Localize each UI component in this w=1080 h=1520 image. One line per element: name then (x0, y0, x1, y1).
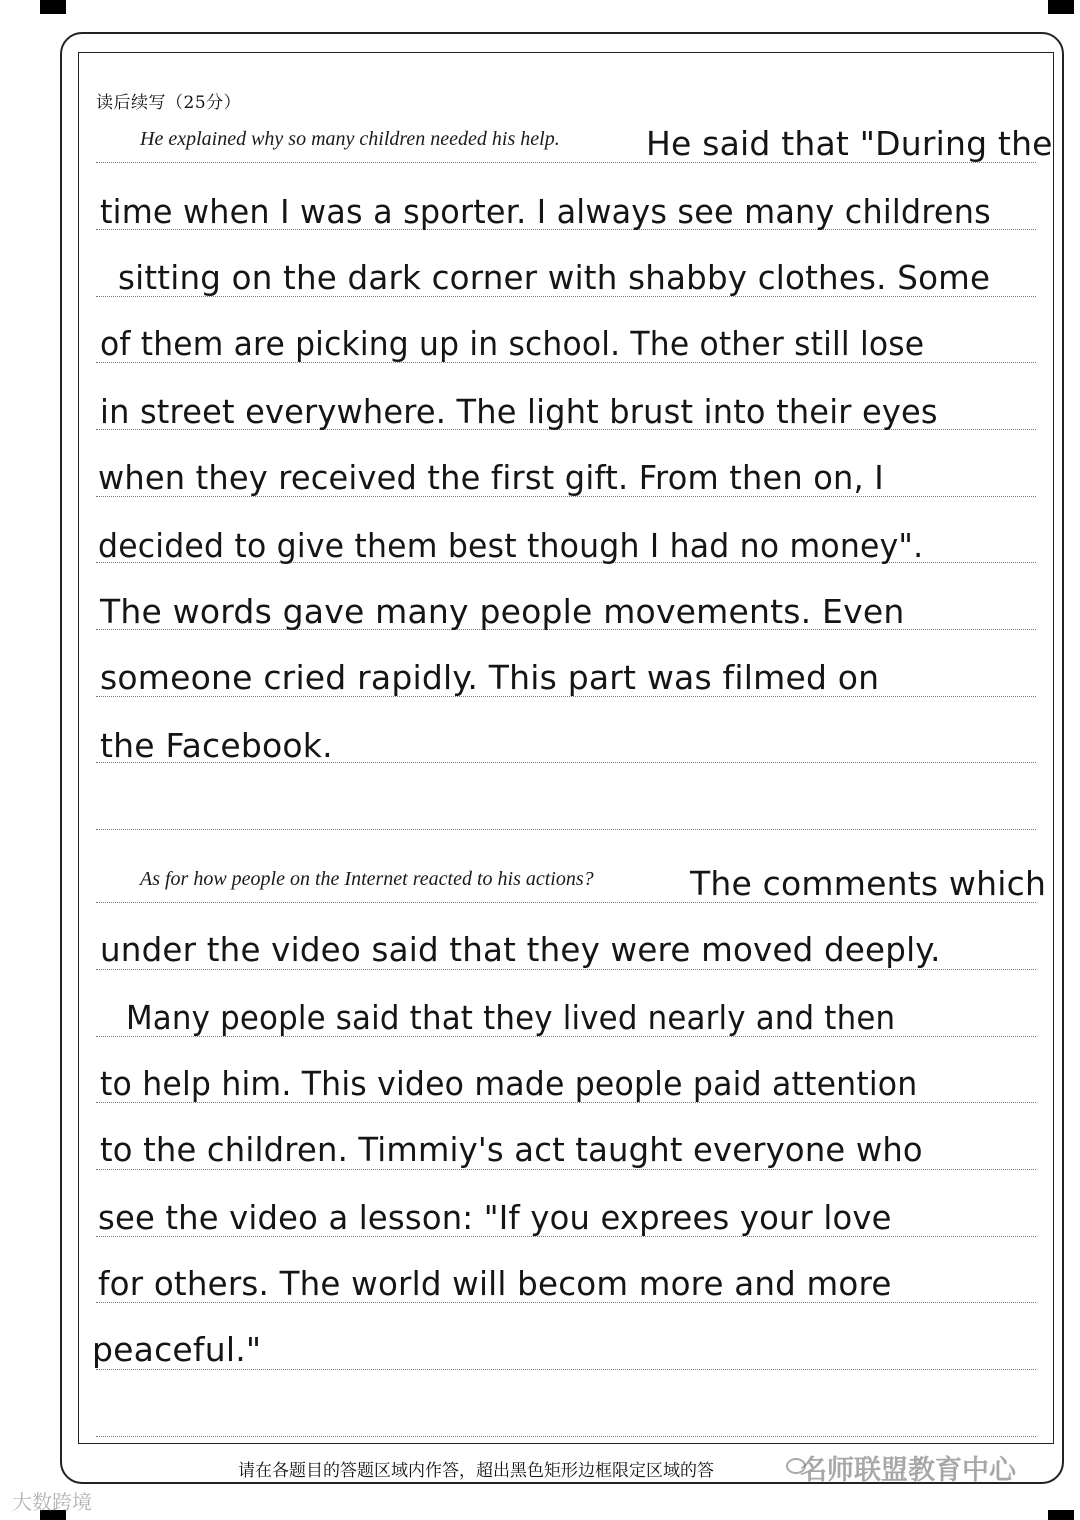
handwritten-line: see the video a lesson: "If you exprees your love (98, 1198, 892, 1237)
handwritten-line: the Facebook. (100, 726, 333, 765)
handwritten-line: under the video said that they were moved deeply. (100, 930, 941, 969)
corner-registration-mark (1048, 0, 1074, 14)
handwritten-line: of them are picking up in school. The other still lose (100, 324, 925, 363)
watermark-text: 大数跨境 (12, 1490, 92, 1514)
continuation-prompt-2: As for how people on the Internet reacted to his actions? (140, 868, 594, 890)
handwritten-line: Many people said that they lived nearly and then (126, 998, 896, 1037)
handwritten-line: decided to give them best though I had no money". (98, 526, 924, 565)
corner-registration-mark (1048, 1510, 1074, 1520)
handwritten-line: when they received the first gift. From then on, I (98, 458, 884, 497)
ruled-line (96, 969, 1036, 970)
handwritten-line: to help him. This video made people paid attention (100, 1064, 918, 1103)
handwritten-line: for others. The world will becom more and more (98, 1264, 892, 1303)
handwritten-line: time when I was a sporter. I always see many childrens (100, 192, 991, 231)
continuation-prompt-1: He explained why so many children needed his help. (140, 128, 560, 150)
handwritten-line: The words gave many people movements. Even (100, 592, 905, 631)
handwritten-line: peaceful." (92, 1330, 262, 1369)
handwritten-line: The comments which (690, 864, 1047, 903)
ruled-line (96, 1369, 1036, 1370)
handwritten-line: someone cried rapidly. This part was filmed on (100, 658, 880, 697)
ruled-line (96, 829, 1036, 830)
ruled-line (96, 1169, 1036, 1170)
handwritten-line: He said that "During the (646, 124, 1053, 163)
corner-registration-mark (40, 0, 66, 14)
ruled-line (96, 1436, 1036, 1437)
section-title: 读后续写（25分） (96, 93, 242, 113)
footer-instruction: 请在各题目的答题区域内作答，超出黑色矩形边框限定区域的答 (238, 1461, 714, 1481)
handwritten-line: in street everywhere. The light brust into their eyes (100, 392, 938, 431)
handwritten-line: sitting on the dark corner with shabby clothes. Some (118, 258, 991, 297)
handwritten-line: to the children. Timmiy's act taught everyone who (100, 1130, 923, 1169)
watermark-text: 名师联盟教育中心 (800, 1455, 1016, 1486)
